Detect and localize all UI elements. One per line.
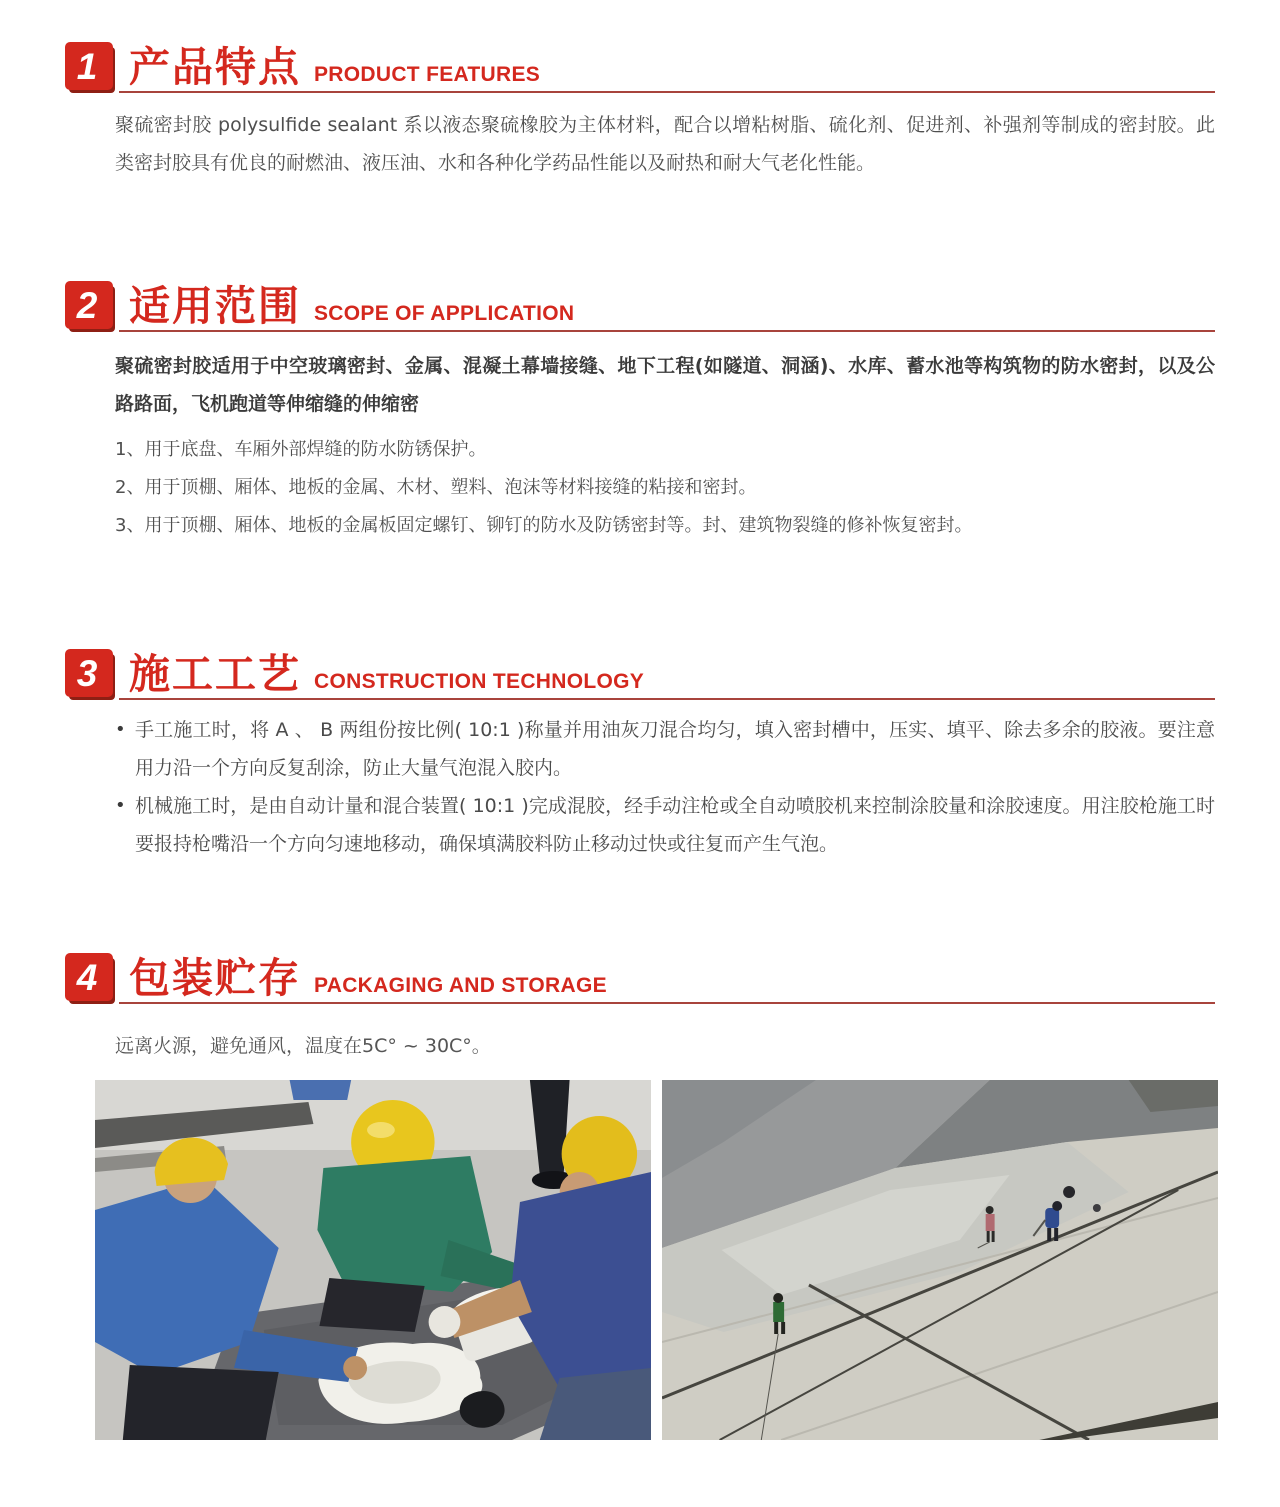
section-construction-technology xyxy=(65,647,1215,863)
section-3-number-badge xyxy=(65,649,113,697)
section-2-number: 2 xyxy=(76,284,98,326)
list-item: 3、用于顶棚、厢体、地板的金属板固定螺钉、铆钉的防水及防锈密封等。封、建筑物裂缝的修补恢复密封。 xyxy=(115,515,973,536)
section-4-number: 4 xyxy=(76,956,98,998)
dam-slope-joint-sealing-photo xyxy=(662,1080,1218,1440)
section-1-paragraph: 聚硫密封胶 polysulfide sealant 系以液态聚硫橡胶为主体材料，配合以增粘树脂、硫化剂、促进剂、补强剂等制成的密封胶。此类密封胶具有优良的耐燃油、液压油、水和各种化学药品性能以及耐热和耐大气老化性能。 xyxy=(115,114,1215,174)
section-3-underline xyxy=(119,698,1215,700)
section-1-title-zh: 产品特点 xyxy=(129,42,301,91)
bullet-item: • 手工施工时，将 A 、 B 两组份按比例( 10:1 )称量并用油灰刀混合均匀，填入密封槽中，压实、填平、除去多余的胶液。要注意用力沿一个方向反复刮涂，防止大量气泡混入胶内。 xyxy=(115,711,1215,787)
section-2-number-badge xyxy=(65,281,113,329)
section-2-lead-paragraph: 聚硫密封胶适用于中空玻璃密封、金属、混凝土幕墙接缝、地下工程(如隧道、洞涵)、水库、蓄水池等构筑物的防水密封，以及公路路面，飞机跑道等伸缩缝的伸缩密 xyxy=(115,355,1215,415)
section-1-number: 1 xyxy=(76,45,98,87)
dam-slope-illustration xyxy=(662,1080,1218,1440)
section-4-underline xyxy=(119,1002,1215,1004)
section-2-numbered-list xyxy=(115,435,1215,541)
section-3-body xyxy=(115,711,1215,863)
section-1-title-en: PRODUCT FEATURES xyxy=(314,62,541,86)
section-4-body xyxy=(115,1031,1215,1061)
section-3-title-en: CONSTRUCTION TECHNOLOGY xyxy=(314,669,645,693)
section-2-title-en: SCOPE OF APPLICATION xyxy=(314,301,575,325)
bullet-item: • 机械施工时，是由自动计量和混合装置( 10:1 )完成混胶，经手动注枪或全自动喷胶机来控制涂胶量和涂胶速度。用注胶枪施工时要报持枪嘴沿一个方向匀速地移动，确保填满胶料防止移动过快或往复而产生气泡。 xyxy=(115,787,1215,863)
section-3-title-zh: 施工工艺 xyxy=(129,649,301,698)
section-4-paragraph: 远离火源，避免通风，温度在5C° ~ 30C°。 xyxy=(115,1035,491,1057)
list-item: 2、用于顶棚、厢体、地板的金属、木材、塑料、泡沫等材料接缝的粘接和密封。 xyxy=(115,477,757,498)
workers-mixing-sealant-photo xyxy=(95,1080,651,1440)
section-4-number-badge xyxy=(65,953,113,1001)
section-3-header xyxy=(65,647,1215,697)
section-2-body xyxy=(115,347,1215,541)
section-scope-of-application xyxy=(65,279,1215,541)
section-3-number: 3 xyxy=(76,652,98,694)
workers-mixing-sealant-illustration xyxy=(95,1080,651,1440)
section-2-title-zh: 适用范围 xyxy=(129,281,301,330)
section-1-header xyxy=(65,40,1215,90)
section-1-number-badge xyxy=(65,42,113,90)
section-3-bullet-list xyxy=(115,711,1215,863)
section-1-underline xyxy=(119,91,1215,93)
section-2-underline xyxy=(119,330,1215,332)
section-packaging-and-storage xyxy=(65,951,1215,1061)
section-2-header xyxy=(65,279,1215,329)
section-1-body xyxy=(115,106,1215,182)
section-4-title-en: PACKAGING AND STORAGE xyxy=(314,973,607,997)
photo-row xyxy=(95,1080,1218,1440)
section-4-header xyxy=(65,951,1215,1001)
section-product-features xyxy=(65,40,1215,182)
section-4-title-zh: 包装贮存 xyxy=(129,953,301,1002)
list-item: 1、用于底盘、车厢外部焊缝的防水防锈保护。 xyxy=(115,439,487,460)
